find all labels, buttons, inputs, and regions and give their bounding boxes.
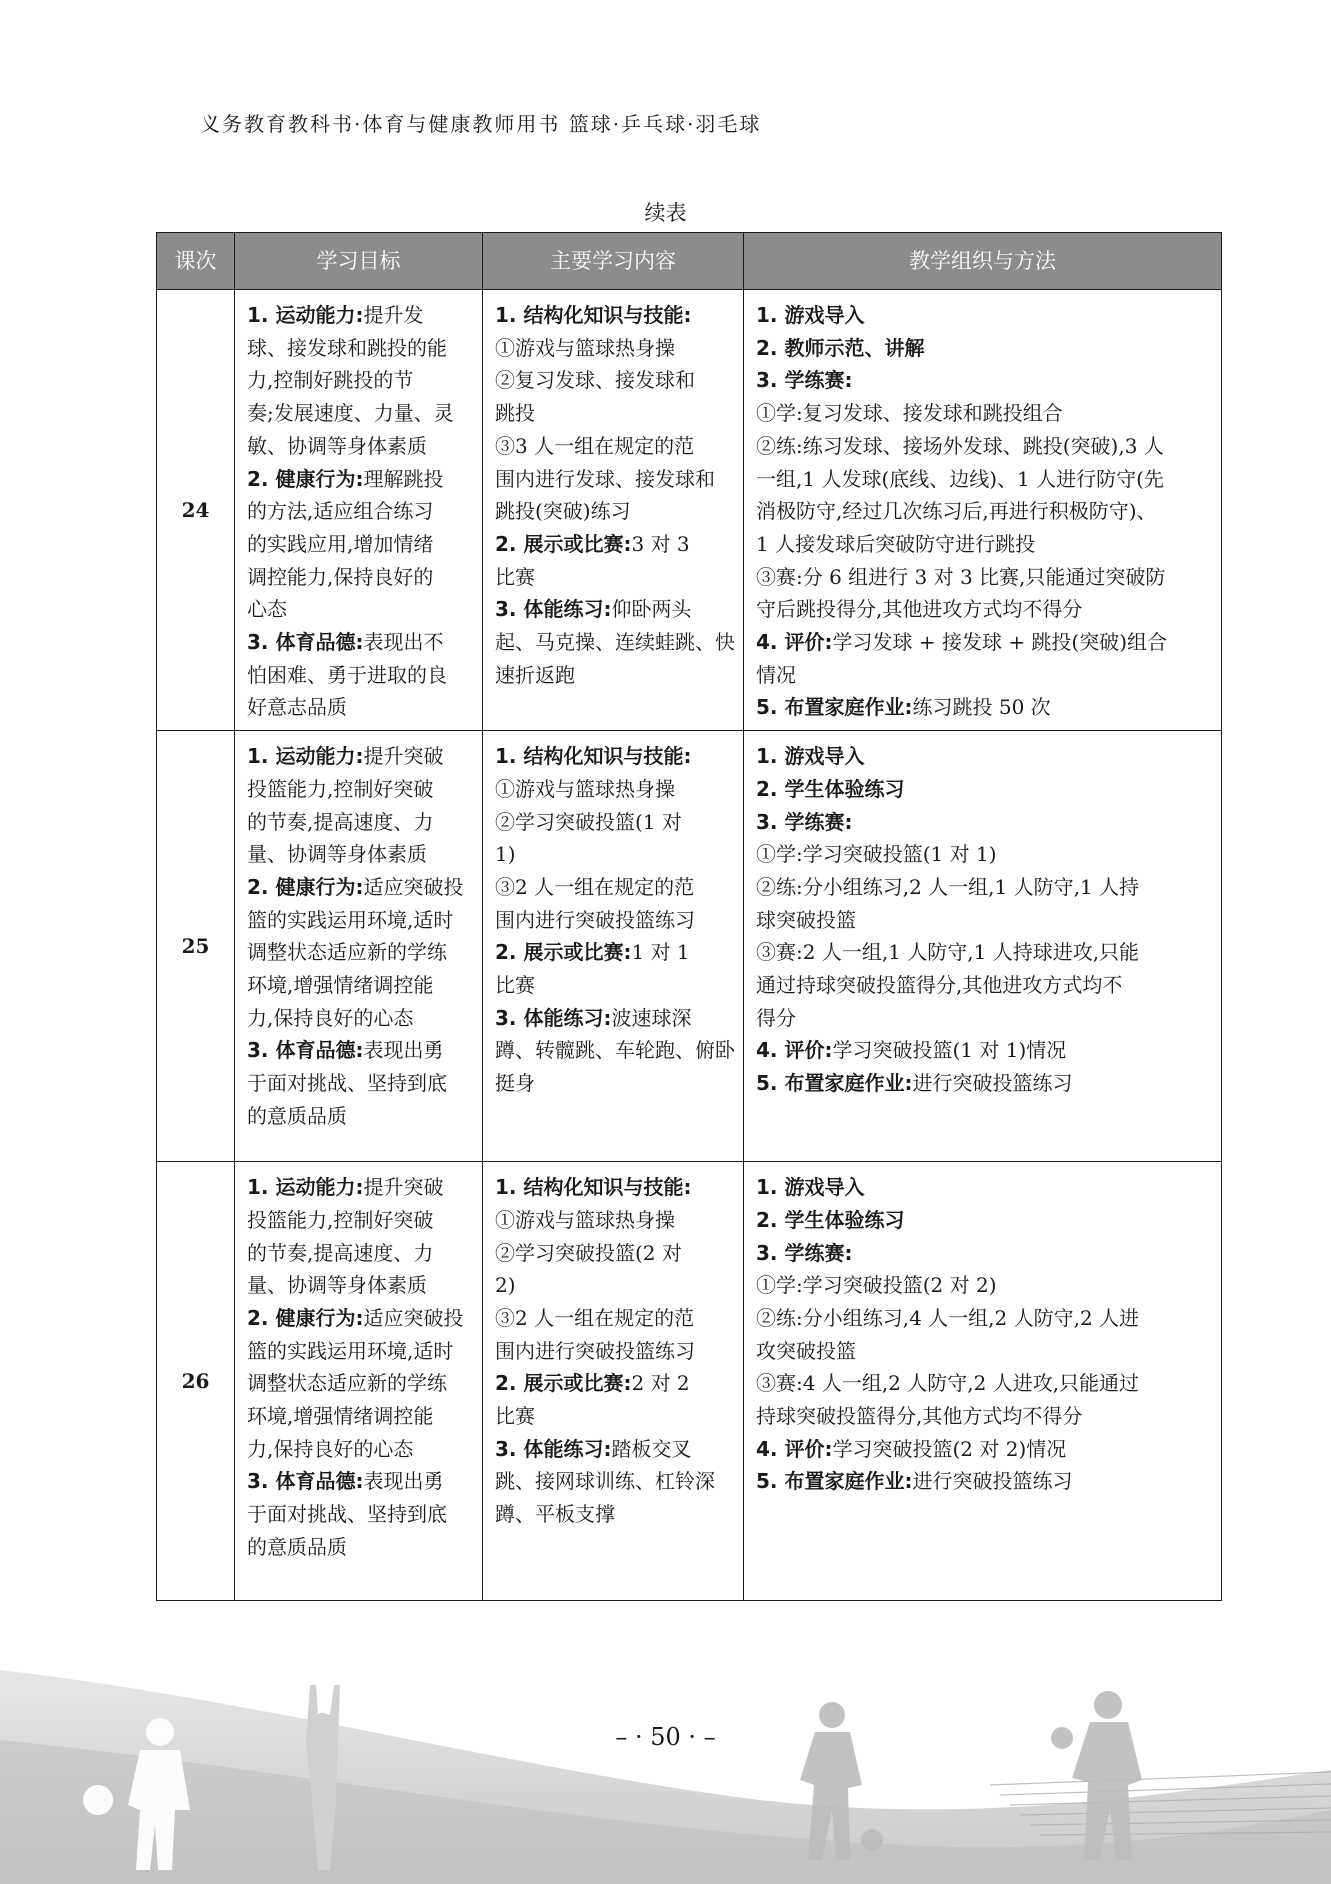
line-heading: 1. 游戏导入 — [756, 744, 865, 769]
line-heading: 1. 运动能力: — [247, 1175, 364, 1200]
line-text: 怕困难、勇于进取的良 — [247, 662, 447, 687]
line-text: 跳投 — [495, 401, 535, 426]
line-text: 攻突破投篮 — [756, 1338, 856, 1363]
cell-line — [756, 969, 1211, 1002]
cell-line — [756, 1171, 1211, 1204]
header-teaching-methods: 教学组织与方法 — [744, 233, 1222, 290]
cell-line — [756, 1302, 1211, 1335]
cell-line — [756, 806, 1211, 839]
cell-line — [247, 806, 472, 839]
line-text: ①学:学习突破投篮(2 对 2) — [756, 1273, 997, 1298]
line-text: 起、马克操、连续蛙跳、快 — [495, 630, 735, 655]
line-text: 环境,增强情绪调控能 — [247, 973, 434, 998]
cell-line — [495, 1204, 733, 1237]
cell-line — [247, 1269, 472, 1302]
cell-line — [756, 773, 1211, 806]
cell-line — [495, 871, 733, 904]
cell-line — [495, 773, 733, 806]
cell-line — [495, 1433, 733, 1466]
line-text: ③3 人一组在规定的范 — [495, 433, 695, 458]
cell-line — [495, 659, 733, 692]
line-text: ③赛:4 人一组,2 人防守,2 人进攻,只能通过 — [756, 1371, 1140, 1396]
line-text: ①游戏与篮球热身操 — [495, 335, 675, 360]
line-text: 的意质品质 — [247, 1103, 347, 1128]
cell-line — [247, 1171, 472, 1204]
line-text: 学习发球 + 接发球 + 跳投(突破)组合 — [832, 630, 1168, 655]
line-text: 蹲、转髋跳、车轮跑、俯卧 — [495, 1038, 735, 1063]
line-text: ②学习突破投篮(2 对 — [495, 1240, 682, 1265]
cell-line — [247, 1067, 472, 1100]
cell-line — [756, 1204, 1211, 1237]
line-text: 表现出不 — [363, 630, 444, 655]
lesson-number: 24 — [157, 290, 235, 731]
cell-line — [495, 1498, 733, 1531]
line-text: 适应突破投 — [363, 1305, 464, 1330]
cell-line — [756, 495, 1211, 528]
line-text: ③赛:分 6 组进行 3 对 3 比赛,只能通过突破防 — [756, 564, 1166, 589]
line-heading: 3. 体能练习: — [495, 1005, 612, 1030]
line-heading: 4. 评价: — [756, 630, 833, 655]
main-content-cell — [483, 1162, 744, 1601]
line-text: 调整状态适应新的学练 — [247, 1371, 447, 1396]
cell-line — [247, 691, 472, 724]
cell-line — [495, 1465, 733, 1498]
line-heading: 1. 运动能力: — [247, 303, 364, 327]
cell-line — [495, 1067, 733, 1100]
line-text: 环境,增强情绪调控能 — [247, 1404, 434, 1429]
line-text: 围内进行发球、接发球和 — [495, 466, 715, 491]
cell-line — [495, 1367, 733, 1400]
line-text: 跳、接网球训练、杠铃深 — [495, 1469, 715, 1494]
line-text: 速折返跑 — [495, 662, 575, 687]
line-text: 跳投(突破)练习 — [495, 499, 631, 524]
teaching-methods-cell — [744, 1162, 1222, 1601]
table-row — [157, 1162, 1222, 1601]
cell-line — [247, 936, 472, 969]
cell-line — [756, 936, 1211, 969]
line-heading: 5. 布置家庭作业: — [756, 1469, 913, 1494]
cell-line — [756, 1002, 1211, 1035]
line-text: 提升突破 — [363, 1175, 444, 1200]
cell-line — [495, 495, 733, 528]
line-text: 奏;发展速度、力量、灵 — [247, 401, 454, 426]
cell-line — [495, 740, 733, 773]
header-learning-goals: 学习目标 — [235, 233, 483, 290]
cell-line — [495, 904, 733, 937]
table-row — [157, 731, 1222, 1162]
cell-line — [756, 430, 1211, 463]
line-text: ②学习突破投篮(1 对 — [495, 809, 682, 834]
cell-line — [495, 626, 733, 659]
cell-line — [247, 528, 472, 561]
cell-line — [247, 463, 472, 496]
cell-line — [247, 1400, 472, 1433]
cell-line — [495, 1269, 733, 1302]
line-text: 进行突破投篮练习 — [912, 1071, 1073, 1096]
cell-line — [495, 1335, 733, 1368]
line-heading: 1. 运动能力: — [247, 744, 364, 769]
cell-line — [495, 1034, 733, 1067]
cell-line — [247, 299, 472, 332]
line-heading: 1. 结构化知识与技能: — [495, 303, 692, 327]
cell-line — [756, 1433, 1211, 1466]
line-text: 学习突破投篮(1 对 1)情况 — [832, 1038, 1067, 1063]
cell-line — [247, 593, 472, 626]
line-text: 1) — [495, 842, 516, 867]
line-text: ②练:练习发球、接场外发球、跳投(突破),3 人 — [756, 433, 1164, 458]
line-heading: 2. 展示或比赛: — [495, 531, 632, 556]
cell-line — [495, 1302, 733, 1335]
line-text: ②练:分小组练习,4 人一组,2 人防守,2 人进 — [756, 1305, 1140, 1330]
line-heading: 2. 学生体验练习 — [756, 776, 905, 801]
line-text: 心态 — [247, 597, 287, 622]
line-text: 量、协调等身体素质 — [247, 1273, 427, 1298]
cell-line — [756, 1237, 1211, 1270]
cell-line — [247, 561, 472, 594]
line-heading: 3. 体能练习: — [495, 597, 612, 622]
cell-line — [756, 332, 1211, 365]
line-text: 力,控制好跳投的节 — [247, 368, 414, 393]
line-text: 蹲、平板支撑 — [495, 1502, 615, 1527]
line-heading: 4. 评价: — [756, 1038, 833, 1063]
line-text: 调整状态适应新的学练 — [247, 940, 447, 965]
cell-line — [247, 659, 472, 692]
line-heading: 2. 教师示范、讲解 — [756, 335, 925, 360]
line-text: 得分 — [756, 1005, 796, 1030]
line-text: 消极防守,经过几次练习后,再进行积极防守)、 — [756, 499, 1157, 524]
line-heading: 1. 结构化知识与技能: — [495, 744, 692, 769]
line-text: ③2 人一组在规定的范 — [495, 874, 695, 899]
line-text: 练习跳投 50 次 — [912, 695, 1051, 720]
cell-line — [495, 430, 733, 463]
cell-line — [247, 1100, 472, 1133]
line-text: 投篮能力,控制好突破 — [247, 1207, 434, 1232]
cell-line — [247, 1433, 472, 1466]
table-row — [157, 290, 1222, 731]
cell-line — [247, 1335, 472, 1368]
cell-line — [495, 1002, 733, 1035]
line-text: 的意质品质 — [247, 1534, 347, 1559]
cell-line — [495, 397, 733, 430]
line-text: 情况 — [756, 662, 796, 687]
line-heading: 1. 游戏导入 — [756, 1175, 865, 1200]
cell-line — [756, 1067, 1211, 1100]
cell-line — [756, 1269, 1211, 1302]
line-text: 的实践应用,增加情绪 — [247, 531, 434, 556]
cell-line — [756, 838, 1211, 871]
cell-line — [247, 838, 472, 871]
cell-line — [247, 1367, 472, 1400]
line-heading: 3. 学练赛: — [756, 368, 853, 393]
cell-line — [756, 691, 1211, 724]
line-heading: 3. 学练赛: — [756, 1240, 853, 1265]
line-text: 于面对挑战、坚持到底 — [247, 1071, 447, 1096]
cell-line — [495, 463, 733, 496]
header-main-content: 主要学习内容 — [483, 233, 744, 290]
line-heading: 3. 学练赛: — [756, 809, 853, 834]
line-text: 围内进行突破投篮练习 — [495, 1338, 695, 1363]
cell-line — [247, 773, 472, 806]
cell-line — [247, 332, 472, 365]
main-content-cell — [483, 290, 744, 731]
line-text: 调控能力,保持良好的 — [247, 564, 434, 589]
cell-line — [247, 1204, 472, 1237]
line-text: 力,保持良好的心态 — [247, 1436, 414, 1461]
line-text: ①学:复习发球、接发球和跳投组合 — [756, 401, 1063, 426]
cell-line — [495, 528, 733, 561]
cell-line — [495, 332, 733, 365]
line-text: 3 对 3 — [631, 531, 690, 556]
cell-line — [247, 1034, 472, 1067]
line-text: 篮的实践运用环境,适时 — [247, 1338, 454, 1363]
line-text: 踏板交叉 — [611, 1436, 692, 1461]
line-text: 力,保持良好的心态 — [247, 1005, 414, 1030]
cell-line — [756, 299, 1211, 332]
cell-line — [495, 299, 733, 332]
cell-line — [756, 1400, 1211, 1433]
line-text: 于面对挑战、坚持到底 — [247, 1502, 447, 1527]
line-text: 表现出勇 — [363, 1469, 444, 1494]
line-heading: 5. 布置家庭作业: — [756, 695, 913, 720]
cell-line — [247, 904, 472, 937]
cell-line — [495, 364, 733, 397]
line-text: 学习突破投篮(2 对 2)情况 — [832, 1436, 1067, 1461]
main-content-cell — [483, 731, 744, 1162]
cell-line — [247, 1531, 472, 1564]
line-text: ②复习发球、接发球和 — [495, 368, 695, 393]
cell-line — [247, 1465, 472, 1498]
cell-line — [247, 1498, 472, 1531]
line-text: 提升发 — [363, 303, 424, 327]
cell-line — [756, 561, 1211, 594]
cell-line — [756, 659, 1211, 692]
cell-line — [756, 740, 1211, 773]
line-text: ①游戏与篮球热身操 — [495, 776, 675, 801]
lesson-number: 25 — [157, 731, 235, 1162]
line-text: 仰卧两头 — [611, 597, 692, 622]
line-text: 的方法,适应组合练习 — [247, 499, 434, 524]
line-text: 持球突破投篮得分,其他方式均不得分 — [756, 1404, 1083, 1429]
learning-goals-cell — [235, 1162, 483, 1601]
cell-line — [495, 561, 733, 594]
cell-line — [495, 838, 733, 871]
line-text: 挺身 — [495, 1071, 535, 1096]
line-heading: 2. 学生体验练习 — [756, 1207, 905, 1232]
header-lesson-number: 课次 — [157, 233, 235, 290]
line-text: ①学:学习突破投篮(1 对 1) — [756, 842, 997, 867]
line-text: 2) — [495, 1273, 516, 1298]
cell-line — [756, 364, 1211, 397]
line-text: 敏、协调等身体素质 — [247, 433, 427, 458]
line-text: 球、接发球和跳投的能 — [247, 335, 447, 360]
cell-line — [756, 593, 1211, 626]
line-text: 比赛 — [495, 564, 535, 589]
teaching-methods-cell — [744, 731, 1222, 1162]
line-text: 围内进行突破投篮练习 — [495, 907, 695, 932]
cell-line — [247, 495, 472, 528]
cell-line — [756, 626, 1211, 659]
line-text: 提升突破 — [363, 744, 444, 769]
lesson-number: 26 — [157, 1162, 235, 1601]
teaching-methods-cell — [744, 290, 1222, 731]
line-heading: 1. 游戏导入 — [756, 303, 865, 327]
cell-line — [756, 528, 1211, 561]
line-heading: 3. 体育品德: — [247, 630, 364, 655]
line-text: 表现出勇 — [363, 1038, 444, 1063]
line-heading: 3. 体育品德: — [247, 1469, 364, 1494]
cell-line — [756, 871, 1211, 904]
learning-goals-cell — [235, 731, 483, 1162]
line-heading: 3. 体能练习: — [495, 1436, 612, 1461]
cell-line — [247, 1002, 472, 1035]
line-text: ②练:分小组练习,2 人一组,1 人防守,1 人持 — [756, 874, 1140, 899]
line-text: 2 对 2 — [631, 1371, 690, 1396]
line-text: ①游戏与篮球热身操 — [495, 1207, 675, 1232]
cell-line — [495, 1237, 733, 1270]
cell-line — [756, 1465, 1211, 1498]
cell-line — [495, 1400, 733, 1433]
line-heading: 2. 健康行为: — [247, 466, 364, 491]
line-text: ③赛:2 人一组,1 人防守,1 人持球进攻,只能 — [756, 940, 1140, 965]
line-text: 1 对 1 — [631, 940, 690, 965]
line-text: 好意志品质 — [247, 695, 347, 720]
line-heading: 4. 评价: — [756, 1436, 833, 1461]
line-heading: 3. 体育品德: — [247, 1038, 364, 1063]
cell-line — [247, 430, 472, 463]
line-text: 一组,1 人发球(底线、边线)、1 人进行防守(先 — [756, 466, 1164, 491]
footer-decoration — [0, 1660, 1331, 1884]
cell-line — [756, 904, 1211, 937]
cell-line — [247, 969, 472, 1002]
line-text: 比赛 — [495, 973, 535, 998]
cell-line — [247, 397, 472, 430]
lesson-plan-table — [156, 232, 1222, 1601]
cell-line — [756, 1367, 1211, 1400]
line-text: 篮的实践运用环境,适时 — [247, 907, 454, 932]
cell-line — [495, 806, 733, 839]
line-text: 波速球深 — [611, 1005, 692, 1030]
table-caption: 续表 — [644, 201, 687, 225]
line-heading: 5. 布置家庭作业: — [756, 1071, 913, 1096]
line-heading: 1. 结构化知识与技能: — [495, 1175, 692, 1200]
cell-line — [247, 364, 472, 397]
line-text: 理解跳投 — [363, 466, 444, 491]
line-heading: 2. 展示或比赛: — [495, 940, 632, 965]
cell-line — [756, 1034, 1211, 1067]
line-text: 的节奏,提高速度、力 — [247, 1240, 434, 1265]
line-heading: 2. 健康行为: — [247, 874, 364, 899]
line-text: 进行突破投篮练习 — [912, 1469, 1073, 1494]
cell-line — [495, 1171, 733, 1204]
line-text: ③2 人一组在规定的范 — [495, 1305, 695, 1330]
cell-line — [247, 740, 472, 773]
cell-line — [495, 969, 733, 1002]
running-header: 义务教育教科书·体育与健康教师用书 篮球·乒乓球·羽毛球 — [200, 112, 762, 136]
line-text: 1 人接发球后突破防守进行跳投 — [756, 531, 1036, 556]
line-text: 守后跳投得分,其他进攻方式均不得分 — [756, 597, 1083, 622]
cell-line — [495, 936, 733, 969]
line-text: 量、协调等身体素质 — [247, 842, 427, 867]
cell-line — [756, 1335, 1211, 1368]
cell-line — [756, 463, 1211, 496]
line-text: 通过持球突破投篮得分,其他进攻方式均不 — [756, 973, 1123, 998]
line-text: 投篮能力,控制好突破 — [247, 776, 434, 801]
line-text: 球突破投篮 — [756, 907, 856, 932]
cell-line — [247, 626, 472, 659]
cell-line — [247, 1237, 472, 1270]
line-text: 的节奏,提高速度、力 — [247, 809, 434, 834]
cell-line — [495, 593, 733, 626]
line-heading: 2. 健康行为: — [247, 1305, 364, 1330]
line-text: 比赛 — [495, 1404, 535, 1429]
learning-goals-cell — [235, 290, 483, 731]
line-heading: 2. 展示或比赛: — [495, 1371, 632, 1396]
cell-line — [247, 871, 472, 904]
line-text: 适应突破投 — [363, 874, 464, 899]
cell-line — [756, 397, 1211, 430]
page-number: – · 50 · – — [615, 1723, 716, 1751]
table-header-row — [157, 233, 1222, 290]
cell-line — [247, 1302, 472, 1335]
